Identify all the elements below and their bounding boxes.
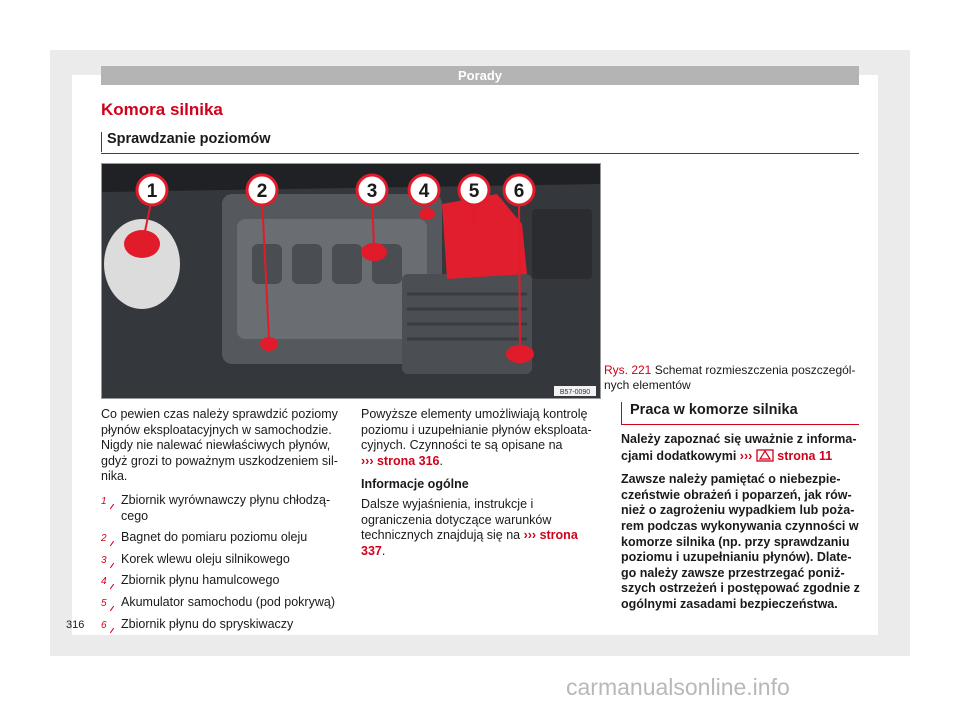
figure-label-number: 5	[468, 181, 480, 202]
figure-caption-text: Schemat rozmieszczenia poszczególnych elementów	[604, 363, 856, 392]
engine-work-heading	[621, 402, 859, 425]
controls-end: .	[439, 453, 443, 468]
figure-label-number: 4	[418, 181, 430, 202]
list-item	[101, 617, 339, 633]
intro-paragraph: Co pewien czas należy sprawdzić poziomy płynów eksploatacyjnych w samochodzie. Nigdy nie nalewać niewłaściwych płynów, gdyż grozi to poważnym uszkodzeniem silnika.	[101, 407, 338, 484]
figure-label-number: 2	[256, 181, 268, 202]
component-list	[101, 493, 339, 632]
list-item	[101, 493, 339, 524]
controls-paragraph	[361, 407, 601, 469]
general-info-heading: Informacje ogólne	[361, 477, 469, 492]
subsection-title	[101, 131, 859, 154]
list-item	[101, 573, 339, 589]
figure-label-number: 1	[146, 181, 158, 202]
list-item	[101, 552, 339, 568]
page-11-link[interactable]: strona 11	[777, 448, 833, 463]
figure-code: B57-0090	[559, 389, 591, 396]
figure-label-number: 6	[513, 181, 525, 202]
coolant-cap	[124, 230, 160, 258]
warning-intro-text: Należy zapoznać się uważnie z informacjami dodatkowymi	[621, 432, 857, 463]
list-item-text: Zbiornik płynu hamulcowego	[121, 573, 280, 588]
list-item-text: Zbiornik wyrównawczy płynu chłodzącego	[121, 492, 331, 523]
page-number: 316	[66, 619, 85, 631]
engine-bay-figure	[101, 163, 601, 399]
warning-paragraph: Zawsze należy pamiętać o niebezpieczeństwie obrażeń i poparzeń, jak również o zagrożeniu wypadkiem lub pożarem podczas wykonywania czynności w komorze silnika (np. przy sprawdzaniu poziomu i uzupełnianiu płynów). Dlatego należy zawsze przestrzegać poniższych ostrzeżeń i postępować zgodnie z ogólnymi zasadami bezpieczeństwa.	[621, 472, 860, 611]
section-title: Komora silnika	[101, 100, 223, 119]
list-item	[101, 595, 339, 611]
engine-work-heading-text: Praca w komorze silnika	[630, 402, 798, 418]
page-337-link[interactable]: ››› strona 337	[361, 528, 578, 558]
link-arrows: ›››	[739, 448, 753, 463]
engine-illustration	[102, 164, 600, 398]
dipstick-handle	[260, 337, 278, 351]
figure-ref: Rys. 221	[604, 363, 652, 377]
figure-label-number: 3	[366, 181, 378, 202]
column-right	[621, 432, 861, 621]
general-info-text: Dalsze wyjaśnienia, instrukcje i ograniczenia dotyczące warunków technicznych znajdują się na	[361, 496, 552, 543]
list-item-text: Korek wlewu oleju silnikowego	[121, 551, 290, 566]
controls-text: Powyższe elementy umożliwiają kontrolę poziomu i uzupełnianie płynów eksploatacyjnych. Czynności te są opisane na	[361, 407, 592, 453]
list-item	[101, 530, 339, 546]
column-middle	[361, 407, 601, 567]
watermark: carmanualsonline.info	[566, 674, 790, 700]
list-item-text: Bagnet do pomiaru poziomu oleju	[121, 530, 308, 545]
page-316-link[interactable]: ››› strona 316	[361, 453, 440, 468]
list-item-number: 4	[101, 574, 107, 590]
warning-book-icon	[756, 448, 774, 462]
general-info-end: .	[381, 543, 386, 558]
list-item-number: 2	[101, 531, 107, 547]
general-info-paragraph	[361, 497, 601, 559]
list-item-number: 3	[101, 553, 107, 569]
list-item-text: Zbiornik płynu do spryskiwaczy	[121, 616, 294, 631]
list-item-number: 6	[101, 618, 107, 634]
subsection-title-text: Sprawdzanie poziomów	[107, 131, 271, 147]
column-left	[101, 407, 339, 638]
chapter-header: Porady	[101, 66, 859, 85]
list-item-number: 5	[101, 596, 107, 612]
warning-intro	[621, 432, 861, 464]
figure-caption	[604, 363, 864, 393]
list-item-number: 1	[101, 494, 107, 510]
list-item-text: Akumulator samochodu (pod pokrywą)	[121, 594, 335, 609]
